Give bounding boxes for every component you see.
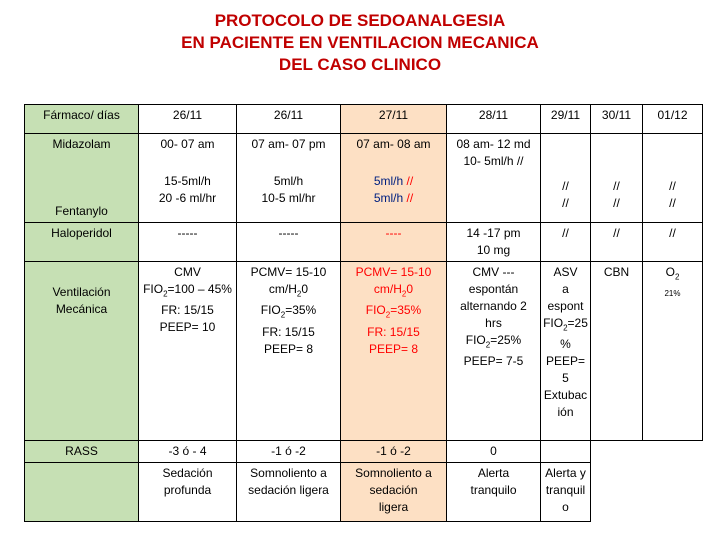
haloperidol-d4: 14 -17 pm 10 mg [447, 223, 541, 262]
haloperidol-d5: // [541, 223, 591, 262]
title-line-3: DEL CASO CLINICO [278, 55, 442, 74]
ventilacion-d3: PCMV= 15-10 $cm/H_20$ $FIO_2=35\%$ FR: 15/15 PEEP= 8 [341, 262, 447, 441]
label-midazolam: Midazolam [52, 137, 111, 151]
rass-desc-d1: Sedación profunda [139, 463, 237, 522]
midazolam-d1: 00- 07 am [160, 137, 215, 151]
header-day-5: 29/11 [541, 105, 591, 134]
ventilacion-d2: PCMV= 15-10 $cm/H_20$ $FIO_2=35\%$ FR: 15/15 PEEP= 8 [237, 262, 341, 441]
protocol-table [24, 104, 703, 522]
midazolam-d3: 07 am- 08 am [356, 137, 431, 151]
header-day-1: 26/11 [139, 105, 237, 134]
rass-d5 [541, 441, 591, 463]
rass-d4: 0 [447, 441, 541, 463]
haloperidol-d3: ---- [341, 223, 447, 262]
page-title [0, 10, 720, 76]
ventilacion-d6: CBN [591, 262, 643, 441]
cell-mf-d2 [237, 134, 341, 223]
row-haloperidol [25, 223, 703, 262]
fentanylo-d2-a: 5ml/h [273, 174, 304, 188]
header-day-2: 26/11 [237, 105, 341, 134]
header-day-6: 30/11 [591, 105, 643, 134]
label-fentanylo: Fentanylo [55, 204, 108, 218]
ventilacion-d1: CMV $FIO_2=100 - 45\%$ FR: 15/15 PEEP= 10 [139, 262, 237, 441]
cell-mf-d7 [643, 134, 703, 223]
haloperidol-d1: ----- [139, 223, 237, 262]
fentanylo-d4: 10- 5ml/h // [463, 154, 524, 168]
drug-label-rass: RASS [25, 441, 139, 463]
slash-red: // [406, 191, 414, 205]
cell-mf-d3 [341, 134, 447, 223]
ventilacion-d7: $O_2$ 21% [643, 262, 703, 441]
drug-label-midazolam-fentanylo [25, 134, 139, 223]
fentanylo-d7-a: // [669, 179, 676, 193]
fentanylo-d3-b: 5ml/h // [373, 191, 414, 205]
rass-desc-d4: Alerta tranquilo [447, 463, 541, 522]
fentanylo-d5-b: // [562, 196, 569, 210]
row-midazolam-fentanylo [25, 134, 703, 223]
cell-mf-d5 [541, 134, 591, 223]
rass-desc-d3: Somnoliento a sedación ligera [341, 463, 447, 522]
header-row [25, 105, 703, 134]
header-label: Fármaco/ días [25, 105, 139, 134]
haloperidol-d2: ----- [237, 223, 341, 262]
header-day-7: 01/12 [643, 105, 703, 134]
rass-d2: -1 ó -2 [237, 441, 341, 463]
header-day-3: 27/11 [341, 105, 447, 134]
fentanylo-d1-a: 15-5ml/h [164, 174, 211, 188]
fentanylo-d6-a: // [613, 179, 620, 193]
haloperidol-d7: // [643, 223, 703, 262]
ventilacion-d4: CMV --- espontán alternando 2 hrs $FIO_2=25\%$ PEEP= 7-5 [447, 262, 541, 441]
drug-label-haloperidol: Haloperidol [25, 223, 139, 262]
row-ventilacion [25, 262, 703, 441]
fentanylo-d1-b: 20 -6 ml/hr [158, 191, 217, 205]
header-day-4: 28/11 [447, 105, 541, 134]
row-rass-desc [25, 463, 703, 522]
midazolam-d4: 08 am- 12 md [456, 137, 531, 151]
fentanylo-d3-a: 5ml/h // [373, 174, 414, 188]
rass-desc-d5: Alerta y tranquil o [541, 463, 591, 522]
fentanylo-d5-a: // [562, 179, 569, 193]
fentanylo-d2-b: 10-5 ml/hr [261, 191, 316, 205]
ventilacion-d5: ASV a espont $FIO_2=25$ % PEEP= 5 Extubac ión [541, 262, 591, 441]
row-rass [25, 441, 703, 463]
fentanylo-d6-b: // [613, 196, 620, 210]
midazolam-d2: 07 am- 07 pm [251, 137, 326, 151]
haloperidol-d6: // [591, 223, 643, 262]
title-line-1: PROTOCOLO DE SEDOANALGESIA [214, 11, 506, 30]
cell-mf-d6 [591, 134, 643, 223]
cell-mf-d1 [139, 134, 237, 223]
rass-d1: -3 ó - 4 [139, 441, 237, 463]
rass-d3: -1 ó -2 [341, 441, 447, 463]
cell-mf-d4 [447, 134, 541, 223]
rass-desc-d2: Somnoliento a sedación ligera [237, 463, 341, 522]
slash-red: // [406, 174, 414, 188]
title-line-2: EN PACIENTE EN VENTILACION MECANICA [181, 33, 539, 52]
fentanylo-d7-b: // [669, 196, 676, 210]
drug-label-ventilacion: Ventilación Mecánica [25, 262, 139, 441]
